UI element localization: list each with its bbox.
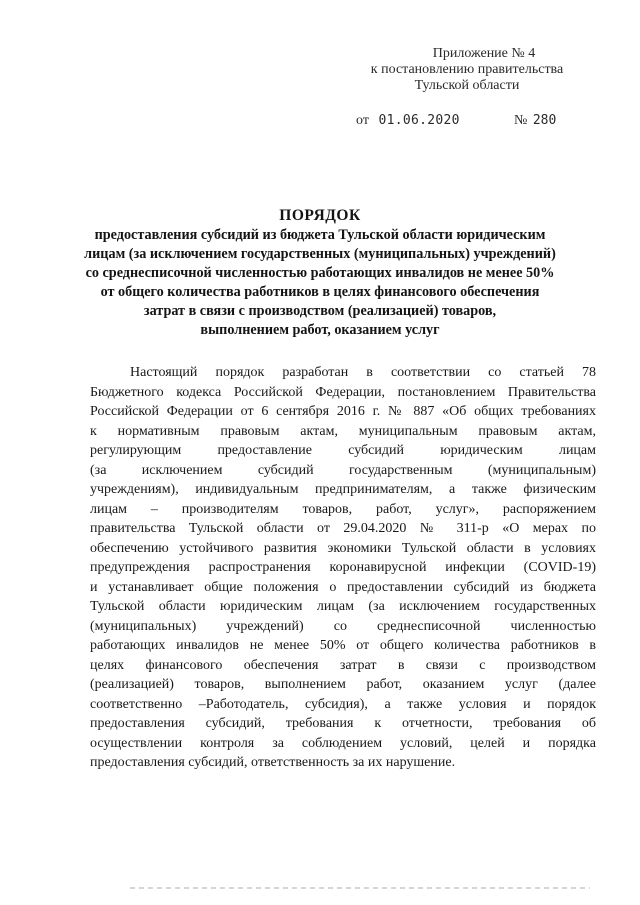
body-line: осуществлении контроля за соблюдением условий, целей и порядка	[90, 735, 596, 751]
number-prefix: №	[514, 113, 528, 128]
body-paragraph	[90, 363, 596, 773]
body-line: учреждениям), индивидуальным предпринимателям, а также физическим	[90, 482, 596, 497]
body-line: Российской Федерации от 6 сентября 2016 г. № 887 «Об общих требованиях	[90, 404, 596, 419]
subtitle-line: лицам (за исключением государственных (муниципальных) учреждений)	[84, 246, 556, 262]
body-line: предоставления субсидий, требования к отчетности, требования об	[90, 716, 596, 731]
document-date	[356, 113, 460, 129]
body-line: (муниципальных) учреждений) со среднесписочной численностью	[90, 618, 596, 634]
document-number	[514, 113, 556, 129]
document-title: ПОРЯДОК	[279, 207, 361, 224]
annex-number: Приложение № 4	[432, 46, 536, 61]
number-value: 280	[532, 113, 557, 128]
body-line: правительства Тульской области от 29.04.2020 № 311-р «О мерах по	[90, 521, 596, 536]
date-prefix: от	[356, 113, 369, 128]
subtitle-line: со среднесписочной численностью работающих инвалидов не менее 50%	[85, 265, 555, 281]
body-line: (за исключением субсидий государственным (муниципальным)	[90, 462, 596, 478]
body-line: Тульской области юридическим лицам (за исключением государственных	[90, 599, 596, 614]
document-subtitle	[80, 226, 560, 340]
body-line: лицам – производителям товаров, работ, услуг», распоряжением	[90, 501, 596, 517]
subtitle-line: затрат в связи с производством (реализацией) товаров,	[143, 303, 497, 319]
body-line: и устанавливает общие положения о предоставлении субсидий из бюджета	[90, 579, 596, 595]
body-line: регулирующим предоставление субсидий юридическим лицам	[90, 443, 596, 458]
annex-header	[352, 46, 582, 94]
annex-region: Тульской области	[414, 78, 520, 93]
date-value: 01.06.2020	[378, 113, 460, 128]
subtitle-line: предоставления субсидий из бюджета Тульской области юридическим	[94, 227, 546, 243]
subtitle-line: выполнением работ, оказанием услуг	[200, 322, 440, 338]
body-line: работающих инвалидов не менее 50% от общего количества работников в	[90, 638, 596, 653]
scan-artifact-line	[130, 887, 590, 889]
body-line: соответственно –Работодатель, субсидия), а также условия и порядок	[90, 696, 596, 712]
body-line: (реализацией) товаров, выполнением работ, оказанием услуг (далее	[90, 677, 596, 692]
subtitle-line: от общего количества работников в целях финансового обеспечения	[100, 284, 540, 300]
body-line: Бюджетного кодекса Российской Федерации, постановлением Правительства	[90, 384, 596, 400]
body-line: Настоящий порядок разработан в соответствии со статьей 78	[130, 365, 596, 380]
body-line: целях финансового обеспечения затрат в связи с производством	[90, 657, 596, 673]
body-line: к нормативным правовым актам, муниципальным правовым актам,	[90, 423, 596, 439]
annex-resolution: к постановлению правительства	[370, 62, 564, 77]
body-line: предоставления субсидий, ответственность за их нарушение.	[90, 755, 456, 770]
body-line: обеспечению устойчивого развития экономики Тульской области в условиях	[90, 540, 596, 556]
body-line: предупреждения распространения коронавирусной инфекции (COVID-19)	[90, 560, 596, 575]
